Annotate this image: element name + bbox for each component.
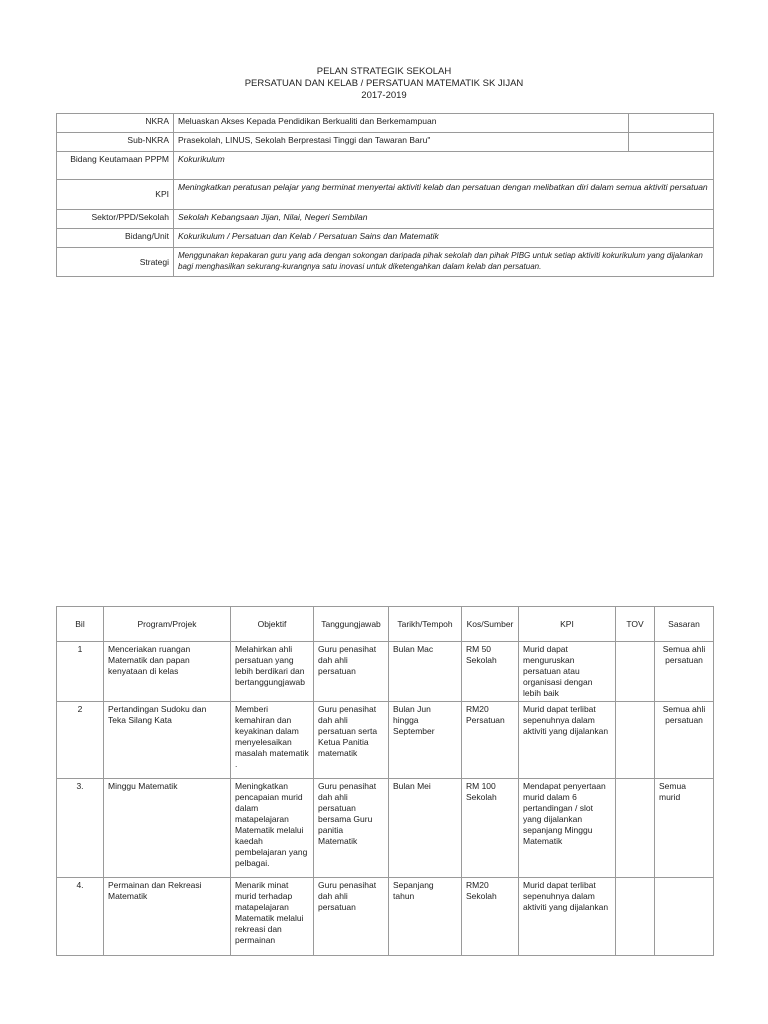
document-year: 2017-2019: [361, 90, 407, 101]
col-kpi-header: KPI: [519, 607, 616, 642]
activity-table: [56, 606, 714, 956]
strategy-header-table: [56, 113, 714, 277]
col-kos-header: Kos/Sumber: [462, 607, 519, 642]
row-kpi: Murid dapat terlibat sepenuhnya dalam aktiviti yang dijalankan: [519, 878, 616, 956]
nkra-value: Meluaskan Akses Kepada Pendidikan Berkualiti dan Berkemampuan: [174, 114, 629, 133]
row-objektif: Memberi kemahiran dan keyakinan dalam menyelesaikan masalah matematik .: [231, 702, 314, 779]
row-kos: RM 100 Sekolah: [462, 779, 519, 878]
kpi-label: KPI: [57, 180, 174, 210]
row-tov: [616, 642, 655, 702]
blank-cell: [629, 114, 714, 133]
table-row: [57, 779, 714, 878]
table-row: [57, 702, 714, 779]
row-program: Permainan dan Rekreasi Matematik: [104, 878, 231, 956]
row-sasaran: [655, 878, 714, 956]
row-tanggungjawab: Guru penasihat dah ahli persatuan bersama Guru panitia Matematik: [314, 779, 389, 878]
col-tov-header: TOV: [616, 607, 655, 642]
kpi-value: Meningkatkan peratusan pelajar yang berminat menyertai aktiviti kelab dan persatuan dengan melibatkan diri dalam semua aktiviti persatuan: [174, 180, 714, 210]
strategi-row: [57, 248, 714, 277]
row-tanggungjawab: Guru penasihat dah ahli persatuan serta Ketua Panitia matematik: [314, 702, 389, 779]
row-bil: 1: [57, 642, 104, 702]
row-objektif: Meningkatkan pencapaian murid dalam matapelajaran Matematik melalui kaedah pembelajaran yang pelbagai.: [231, 779, 314, 878]
row-kos: RM 50 Sekolah: [462, 642, 519, 702]
row-tanggungjawab: Guru penasihat dah ahli persatuan: [314, 878, 389, 956]
nkra-label: NKRA: [57, 114, 174, 133]
blank-cell: [629, 133, 714, 152]
strategi-label: Strategi: [57, 248, 174, 277]
table-row: [57, 642, 714, 702]
bidang-keutamaan-value: Kokurikulum: [174, 152, 714, 180]
row-kos: RM20 Persatuan: [462, 702, 519, 779]
col-program-header: Program/Projek: [104, 607, 231, 642]
row-tarikh: Bulan Mei: [389, 779, 462, 878]
row-bil: 4.: [57, 878, 104, 956]
col-objektif-header: Objektif: [231, 607, 314, 642]
row-tov: [616, 779, 655, 878]
row-program: Menceriakan ruangan Matematik dan papan kenyataan di kelas: [104, 642, 231, 702]
strategi-value: Menggunakan kepakaran guru yang ada dengan sokongan daripada pihak sekolah dan pihak PIBG untuk setiap aktiviti kokurikulum yang dijalankan bagi menghasilkan sekurang-kurangnya satu inovasi untuk diketengahkan dalam kelab dan persatuan.: [174, 248, 714, 277]
sub-nkra-value: Prasekolah, LINUS, Sekolah Berprestasi Tinggi dan Tawaran Baru": [174, 133, 629, 152]
sub-nkra-row: [57, 133, 714, 152]
row-objektif: Melahirkan ahli persatuan yang lebih berdikari dan bertanggungjawab: [231, 642, 314, 702]
row-tov: [616, 702, 655, 779]
col-sasaran-header: Sasaran: [655, 607, 714, 642]
sektor-row: [57, 210, 714, 229]
col-tarikh-header: Tarikh/Tempoh: [389, 607, 462, 642]
row-tarikh: Sepanjang tahun: [389, 878, 462, 956]
activity-table-header: [57, 607, 714, 642]
row-kpi: Murid dapat terlibat sepenuhnya dalam aktiviti yang dijalankan: [519, 702, 616, 779]
bidang-unit-value: Kokurikulum / Persatuan dan Kelab / Persatuan Sains dan Matematik: [174, 229, 714, 248]
row-objektif: Menarik minat murid terhadap matapelajaran Matematik melalui rekreasi dan permainan: [231, 878, 314, 956]
nkra-row: [57, 114, 714, 133]
row-program: Minggu Matematik: [104, 779, 231, 878]
sektor-value: Sekolah Kebangsaan Jijan, Nilai, Negeri Sembilan: [174, 210, 714, 229]
document-title: PELAN STRATEGIK SEKOLAH: [316, 66, 452, 77]
row-bil: 2: [57, 702, 104, 779]
col-tanggungjawab-header: Tanggungjawab: [314, 607, 389, 642]
kpi-row: [57, 180, 714, 210]
row-sasaran: Semua ahli persatuan: [655, 702, 714, 779]
row-sasaran: Semua ahli persatuan: [655, 642, 714, 702]
row-kos: RM20 Sekolah: [462, 878, 519, 956]
table-row: [57, 878, 714, 956]
row-kpi: Murid dapat menguruskan persatuan atau organisasi dengan lebih baik: [519, 642, 616, 702]
sub-nkra-label: Sub-NKRA: [57, 133, 174, 152]
row-tarikh: Bulan Jun hingga September: [389, 702, 462, 779]
row-tanggungjawab: Guru penasihat dah ahli persatuan: [314, 642, 389, 702]
row-program: Pertandingan Sudoku dan Teka Silang Kata: [104, 702, 231, 779]
row-tov: [616, 878, 655, 956]
row-tarikh: Bulan Mac: [389, 642, 462, 702]
row-bil: 3.: [57, 779, 104, 878]
bidang-unit-row: [57, 229, 714, 248]
row-kpi: Mendapat penyertaan murid dalam 6 pertandingan / slot yang dijalankan sepanjang Minggu Matematik: [519, 779, 616, 878]
bidang-unit-label: Bidang/Unit: [57, 229, 174, 248]
col-bil-header: Bil: [57, 607, 104, 642]
bidang-keutamaan-row: [57, 152, 714, 180]
sektor-label: Sektor/PPD/Sekolah: [57, 210, 174, 229]
document-subtitle: PERSATUAN DAN KELAB / PERSATUAN MATEMATIK SK JIJAN: [244, 78, 524, 89]
bidang-keutamaan-label: Bidang Keutamaan PPPM: [57, 152, 174, 180]
row-sasaran: Semua murid: [655, 779, 714, 878]
